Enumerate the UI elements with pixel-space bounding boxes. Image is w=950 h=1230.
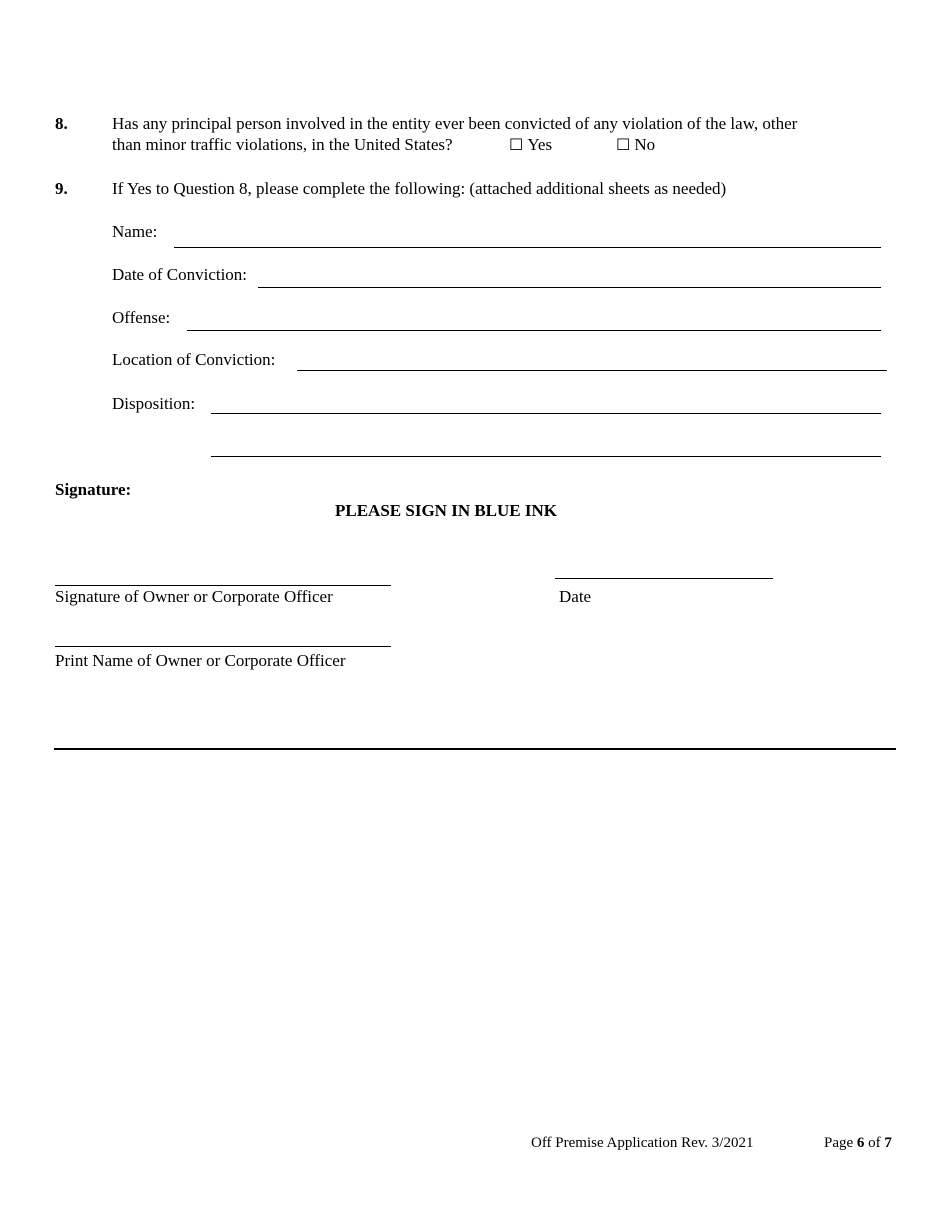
signature-field[interactable] xyxy=(55,585,391,586)
no-label: No xyxy=(634,135,656,154)
question-9-text: If Yes to Question 8, please complete the following: (attached additional sheets as needed) xyxy=(112,179,727,198)
date-of-conviction-label: Date of Conviction: xyxy=(112,265,248,284)
page-current: 6 xyxy=(856,1135,865,1151)
question-9-number: 9. xyxy=(55,179,68,198)
signature-label: Signature of Owner or Corporate Officer xyxy=(55,587,333,606)
page-prefix: Page xyxy=(824,1135,854,1151)
date-of-conviction-field[interactable] xyxy=(258,287,881,288)
print-name-field[interactable] xyxy=(55,646,391,647)
page-number xyxy=(824,1135,892,1152)
location-of-conviction-label: Location of Conviction: xyxy=(112,350,276,369)
signature-heading: Signature: xyxy=(55,480,132,499)
print-name-label: Print Name of Owner or Corporate Officer xyxy=(55,651,346,670)
name-field[interactable] xyxy=(174,247,881,248)
page-of: of xyxy=(868,1135,881,1151)
date-label: Date xyxy=(559,587,592,606)
section-divider xyxy=(54,748,896,750)
location-of-conviction-field[interactable] xyxy=(297,370,887,371)
date-field[interactable] xyxy=(555,578,773,579)
question-8-number: 8. xyxy=(55,114,68,133)
question-8-text-line2: than minor traffic violations, in the United States? xyxy=(112,135,453,154)
question-8-text-line1: Has any principal person involved in the entity ever been convicted of any violation of the law, other xyxy=(112,114,798,133)
offense-field[interactable] xyxy=(187,330,881,331)
sign-in-blue-ink-notice: PLEASE SIGN IN BLUE INK xyxy=(335,501,558,520)
yes-checkbox-icon[interactable]: ☐ xyxy=(509,135,524,154)
disposition-label: Disposition: xyxy=(112,394,196,413)
no-option[interactable] xyxy=(616,135,655,155)
disposition-field-continued[interactable] xyxy=(211,456,881,457)
yes-option[interactable] xyxy=(509,135,552,155)
disposition-field[interactable] xyxy=(211,413,881,414)
form-revision: Off Premise Application Rev. 3/2021 xyxy=(531,1135,754,1151)
yes-label: Yes xyxy=(527,135,553,154)
offense-label: Offense: xyxy=(112,308,171,327)
page-total: 7 xyxy=(884,1135,892,1151)
name-label: Name: xyxy=(112,222,158,241)
no-checkbox-icon[interactable]: ☐ xyxy=(616,135,631,154)
